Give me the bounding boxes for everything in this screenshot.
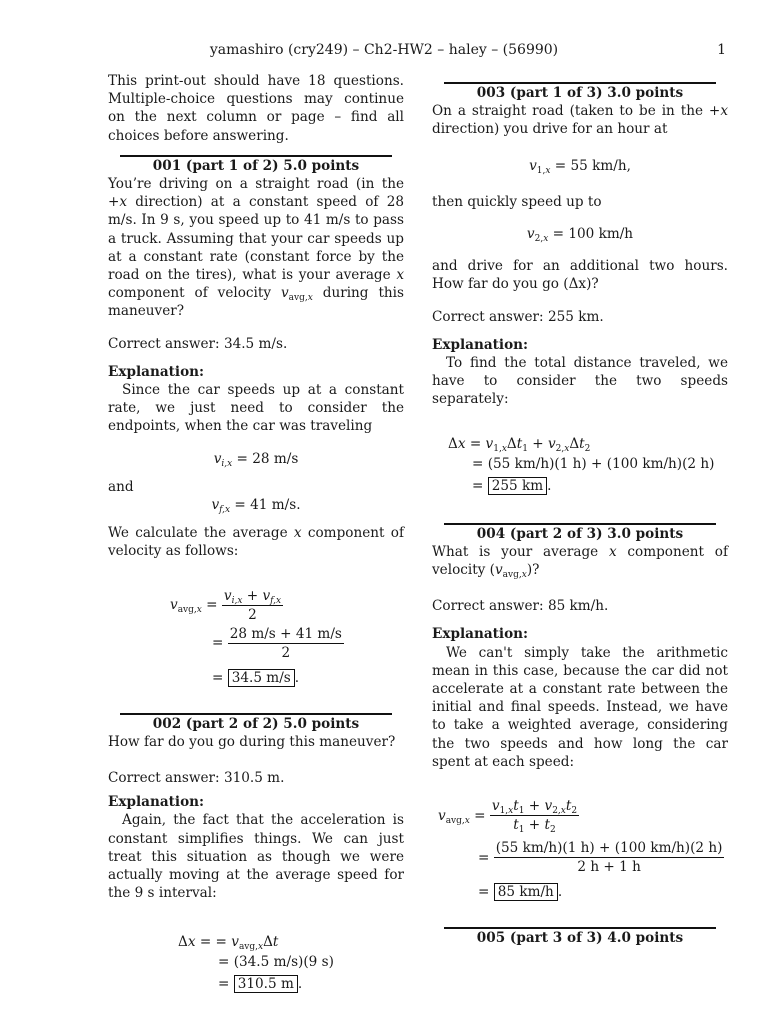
q001-equation: $v_{avg,x}$ = $\frac{v_{i,x} + v_{f,x}}{2}$ = $\frac{28 m/s + 41 m/s}{2}$ = 34.5 m/s . [170,587,342,686]
q001-explanation-text: Since the car speeds up at a constant rate, we just need to consider the endpoints, when the car was traveling [108,382,404,435]
q003-text: On a straight road (taken to be in the +x direction) you drive for an hour at [432,103,728,138]
q003-heading: 003 (part 1 of 3) 3.0 points [476,85,684,101]
page-number: 1 [717,42,726,58]
q004-answer: Correct answer: 85 km/h. [432,598,609,615]
q003-explanation-label: Explanation: [432,336,529,353]
q003-equation: $\Delta x = v_{1,x}\Delta t_1 + v_{2,x}\Delta t_2$ = (55 km/h)(1 h) + (100 km/h)(2 h) = 255 km . [448,435,715,494]
q001-text: You’re driving on a straight road (in the +x direction) at a constant speed of 28 m/s. In 9 s, you speed up to 41 m/s to pass a truck. Assuming that your car speeds up at a constant rate (constant force by the road on the tires), what is your average x component of velocity $v_{avg,x}$ during this maneuver? [108,176,404,320]
q001-eq-vf: $v_{f,x} = 41$ m/s. [211,497,301,516]
q001-boxed-answer: 34.5 m/s [228,669,295,687]
intro-text: This print-out should have 18 questions. Multiple-choice questions may continue on the next column or page – find all choices before answering. [108,73,404,144]
q001-frac-numerator: 28 m/s + 41 m/s [228,625,344,644]
q001-and: and [108,478,134,495]
q002-boxed-answer: 310.5 m [234,975,298,993]
q002-answer: Correct answer: 310.5 m. [108,770,285,787]
q004-explanation-text: We can't simply take the arithmetic mean in this case, because the car did not accelerate at a constant rate between the initial and final speeds. Instead, we have to take a weighted average, considering the two speeds and how long the car spent at each speed: [432,644,728,770]
q003-text2: and drive for an additional two hours. How far do you go (Δx)? [432,258,728,293]
q002-text: How far do you go during this maneuver? [108,733,396,750]
q002-equation: Δx = = $v_{avg,x}\Delta t$ = (34.5 m/s)(9 s) = 310.5 m . [178,933,334,992]
q004-explanation-label: Explanation: [432,626,529,643]
q001-heading: 001 (part 1 of 2) 5.0 points [152,157,360,174]
q001-explanation-label: Explanation: [108,363,205,380]
q004-frac-numerator: (55 km/h)(1 h) + (100 km/h)(2 h) [494,839,725,858]
q003-eq-v2: $v_{2,x} = 100$ km/h [526,226,634,245]
q001-answer: Correct answer: 34.5 m/s. [108,335,288,352]
q004-boxed-answer: 85 km/h [494,883,558,901]
q003-mid: then quickly speed up to [432,193,602,210]
q002-eq-line2: = (34.5 m/s)(9 s) [218,953,334,970]
q002-explanation-label: Explanation: [108,794,205,811]
q003-eq-line2: = (55 km/h)(1 h) + (100 km/h)(2 h) [472,455,715,472]
q004-equation: $v_{avg,x}$ = $\frac{v_{1,x}t_1 + v_{2,x}t_2}{t_1 + t_2}$ = $\frac{(55 km/h)(1 h) + (100 km/h)(2 h)}{2 h + 1 h}$ = 85 km/h . [438,798,723,901]
header-title: yamashiro (cry249) – Ch2-HW2 – haley – (56990) [209,42,559,58]
q004-text: What is your average x component of velocity $(v_{avg,x})$? [432,543,728,581]
q003-explanation-text: To find the total distance traveled, we have to consider the two speeds separately: [432,355,728,408]
q001-calc-text: We calculate the average x component of velocity as follows: [108,525,404,560]
q001-frac-denominator: 2 [281,644,291,661]
q003-eq-v1: $v_{1,x} = 55$ km/h, [529,157,631,176]
q003-answer: Correct answer: 255 km. [432,308,604,325]
q005-heading: 005 (part 3 of 3) 4.0 points [476,930,684,947]
q003-boxed-answer: 255 km [488,477,547,495]
q002-heading: 002 (part 2 of 2) 5.0 points [152,715,360,732]
q002-explanation-text: Again, the fact that the acceleration is constant simplifies things. We can just treat this situation as though we were actually moving at the average speed for the 9 s interval: [108,812,404,902]
q004-frac-denominator: 2 h + 1 h [577,859,641,876]
right-column [432,72,728,947]
q004-heading: 004 (part 2 of 3) 3.0 points [476,525,684,542]
left-column [108,72,404,997]
q001-eq-vi: $v_{i,x} = 28$ m/s [213,450,299,469]
